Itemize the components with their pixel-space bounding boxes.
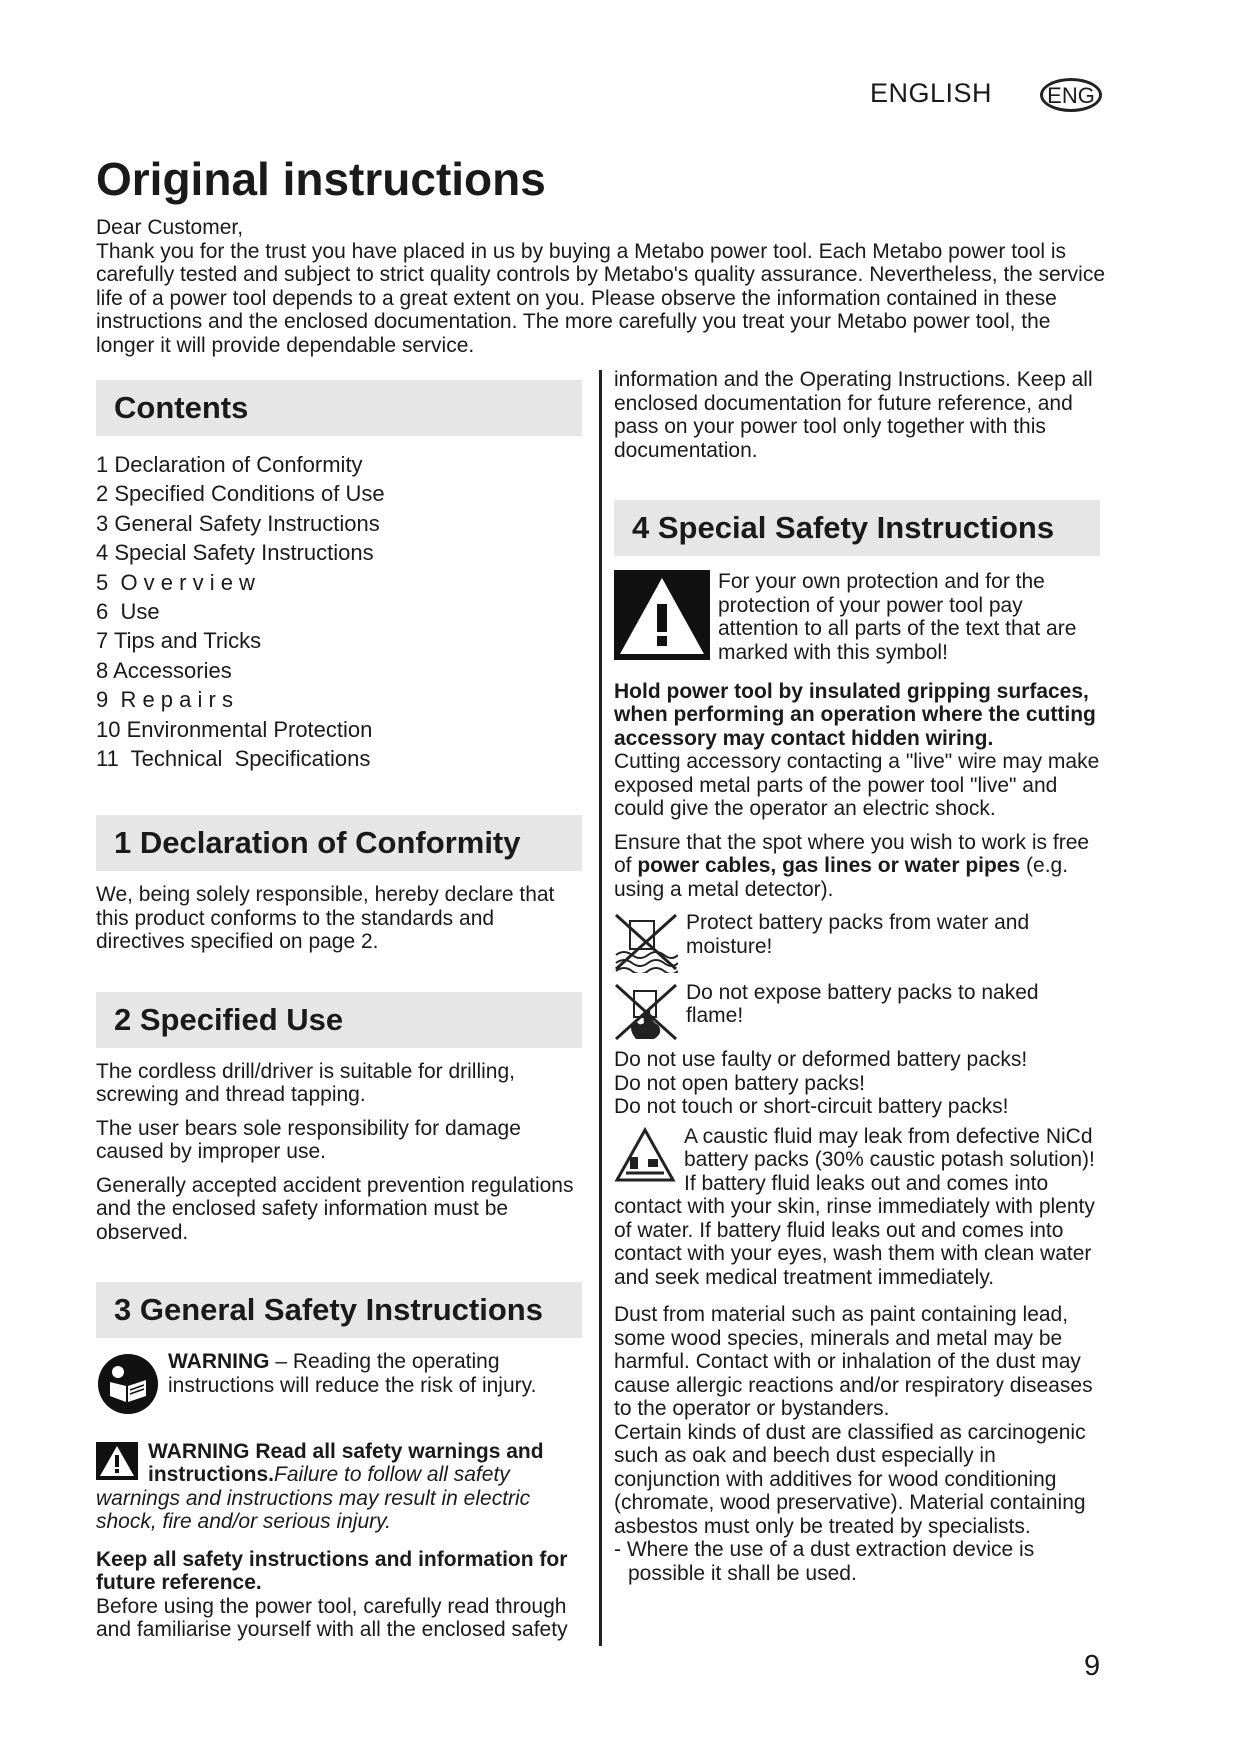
water-warning [614, 911, 1100, 979]
section1-text: We, being solely responsible, hereby declare that this product conforms to the standards and directives specified on page 2. [96, 883, 555, 954]
section2-paragraph: The cordless drill/driver is suitable for drilling, screwing and thread tapping. [96, 1059, 515, 1107]
water-warning-text: Protect battery packs from water and moisture! [686, 911, 1030, 958]
ensure-spot [614, 831, 1100, 902]
contents-item[interactable]: 11 Technical Specifications [96, 746, 371, 772]
contents-item[interactable]: 7 Tips and Tricks [96, 628, 262, 654]
contents-item[interactable]: 10 Environmental Protection [96, 716, 373, 742]
hold-tool-text: Cutting accessory contacting a "live" wire may make exposed metal parts of the power tool "live" and could give the operator an electric shock. [614, 750, 1100, 820]
contents-item[interactable]: 3 General Safety Instructions [96, 510, 380, 536]
extraction-text: - Where the use of a dust extraction device is possible it shall be used. [614, 1538, 1035, 1585]
intro-text: Thank you for the trust you have placed in us by buying a Metabo power tool. Each Metabo power tool is carefully tested and subject to strict quality controls by Metabo's quality assurance. Nevertheless, the service life of a power tool depends to a great extent on you. Please observe the information contained in these instructions and the enclosed documentation. The more carefully you treat your Metabo power tool, the longer it will provide dependable service. [96, 239, 1105, 357]
battery-line: Do not use faulty or deformed battery packs! [614, 1048, 1028, 1071]
ensure-text: Ensure that the spot where you wish to work is free of [614, 830, 1090, 877]
dust-text: Dust from material such as paint containing lead, some wood species, minerals and metal may be harmful. Contact with or inhalation of the dust may cause allergic reactions and/or respiratory diseases to the operator or bystanders. [614, 1303, 1093, 1420]
warning-italic-text: Failure to follow all safety warnings and instructions may result in electric shock, fire and/or serious injury. [96, 1463, 531, 1534]
warning-triangle-icon [96, 1442, 138, 1486]
contents-item[interactable]: 9 R e p a i r s [96, 687, 233, 713]
contents-list [96, 450, 582, 773]
contents-item[interactable]: 6 Use [96, 599, 160, 625]
left-column [96, 380, 582, 1642]
salutation: Dear Customer, [96, 216, 244, 239]
caustic-warning [614, 1125, 1100, 1290]
section4-heading: 4 Special Safety Instructions [614, 500, 1100, 556]
carcinogenic-text: Certain kinds of dust are classified as carcinogenic such as oak and beech dust especially in conjunction with additives for wood conditioning (chromate, wood preservative). Material containing asbestos must only be treated by specialists. [614, 1420, 1086, 1538]
no-flame-icon [614, 981, 678, 1049]
keep-instructions-bold: Keep all safety instructions and information for future reference. [96, 1547, 568, 1595]
language-badge: ENG [1040, 78, 1102, 112]
contents-item[interactable]: 8 Accessories [96, 657, 232, 683]
warning-read-manual [96, 1352, 582, 1422]
intro [96, 216, 1106, 358]
column-divider [599, 370, 602, 1646]
warning-label: WARNING [168, 1350, 270, 1374]
flame-warning-text: Do not expose battery packs to naked flame! [686, 980, 1039, 1027]
section3-heading: 3 General Safety Instructions [96, 1282, 582, 1338]
battery-line: Do not touch or short-circuit battery packs! [614, 1095, 1009, 1118]
section2-paragraph: The user bears sole responsibility for damage caused by improper use. [96, 1116, 521, 1164]
symbol-note-text: For your own protection and for the protection of your power tool pay attention to all parts of the text that are marked with this symbol! [718, 570, 1077, 664]
ensure-tail: (e.g. using a metal detector). [614, 854, 1069, 901]
language-label: ENGLISH [870, 78, 993, 108]
contents-item[interactable]: 4 Special Safety Instructions [96, 540, 374, 566]
page-title: Original instructions [96, 153, 546, 205]
right-column [614, 368, 1100, 1585]
warning-bold-text: WARNING Read all safety warnings and instructions. [148, 1439, 544, 1487]
section2-paragraph: Generally accepted accident prevention regulations and the enclosed safety information must be observed. [96, 1173, 574, 1244]
no-water-icon [614, 911, 678, 979]
section2-heading: 2 Specified Use [96, 992, 582, 1048]
read-manual-icon [96, 1352, 160, 1422]
continuation-text: information and the Operating Instructions. Keep all enclosed documentation for future reference, and pass on your power tool only together with this documentation. [614, 368, 1093, 462]
hold-tool-bold: Hold power tool by insulated gripping surfaces, when performing an operation where the cutting accessory may contact hidden wiring. [614, 679, 1096, 750]
page-number: 9 [1084, 1650, 1101, 1682]
warning-all-safety [96, 1440, 582, 1534]
keep-instructions-text: Before using the power tool, carefully read through and familiarise yourself with all the enclosed safety [96, 1594, 568, 1642]
battery-line: Do not open battery packs! [614, 1071, 865, 1095]
flame-warning [614, 981, 1100, 1049]
corrosive-icon [614, 1127, 676, 1189]
ensure-bold: power cables, gas lines or water pipes [637, 854, 1021, 877]
caustic-text: A caustic fluid may leak from defective NiCd battery packs (30% caustic potash solution)! If battery fluid leaks out and comes into contact with your skin, rinse immediately with plenty of water. If battery fluid leaks out and comes into contact with your eyes, wash them with clean water and seek medical treatment immediately. [614, 1124, 1095, 1289]
contents-heading: Contents [96, 380, 582, 436]
contents-item[interactable]: 5 O v e r v i e w [96, 569, 255, 595]
warning-text: – Reading the operating instructions will reduce the risk of injury. [168, 1350, 537, 1397]
section1-heading: 1 Declaration of Conformity [96, 815, 582, 871]
symbol-note [614, 570, 1100, 666]
warning-triangle-icon [614, 570, 710, 666]
contents-item[interactable]: 1 Declaration of Conformity [96, 452, 363, 477]
contents-item[interactable]: 2 Specified Conditions of Use [96, 481, 385, 507]
